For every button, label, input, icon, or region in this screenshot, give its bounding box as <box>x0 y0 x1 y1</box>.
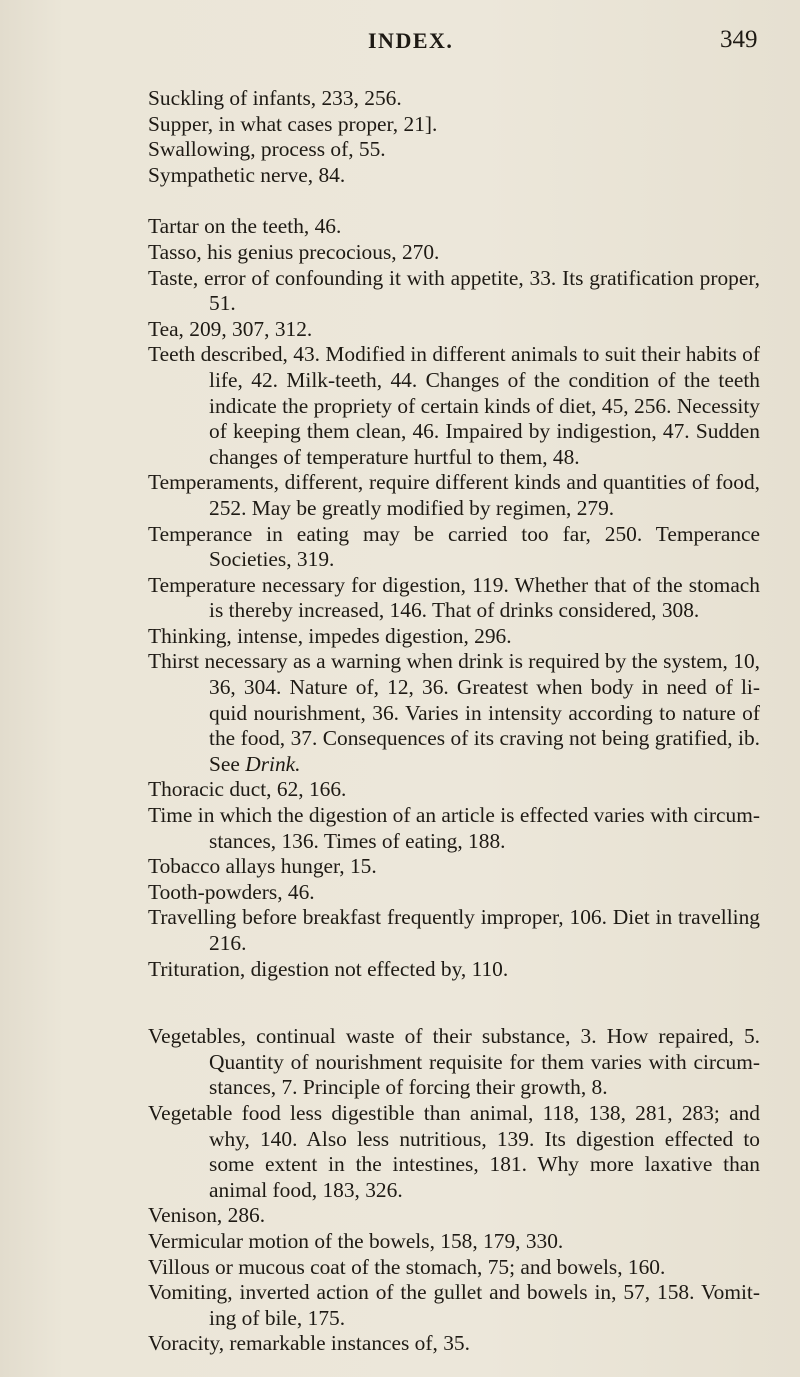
index-entry: Tobacco allays hunger, 15. <box>148 854 377 879</box>
section-divider <box>148 982 760 1024</box>
index-entry: Villous or mucous coat of the stomach, 75; and bowels, 160. <box>148 1254 666 1279</box>
index-entry: Sympathetic nerve, 84. <box>148 162 346 187</box>
running-header <box>0 28 800 58</box>
entry-text: Thirst necessary as a warning when drink is required by the system, 10, 36, 304. Nature of, 12, 36. Greatest when body in need of li-quid nourishment, 36. Varies in intensity according to nature of the food, 37. Consequences of its craving not being gratified, ib. See <box>148 649 760 776</box>
index-entry: Supper, in what cases proper, 21]. <box>148 111 438 136</box>
index-entry: Teeth described, 43. Modified in different animals to suit their habits of life, 42. Milk-teeth, 44. Changes of the condition of the teeth indicate the propriety of certain kinds of diet, 45, 256. Necessity of keeping them clean, 46. Impaired by indigestion, 47. Sudden changes of temperature hurtful to them, 48. <box>148 342 760 469</box>
index-entry: Tartar on the teeth, 46. <box>148 214 342 239</box>
see-also-link: Drink. <box>245 751 301 776</box>
index-entry: Temperaments, different, require different kinds and quantities of food, 252. May be greatly modified by regimen, 279. <box>148 470 760 520</box>
index-entry: Venison, 286. <box>148 1203 266 1228</box>
page-number: 349 <box>720 26 758 53</box>
index-entry: Vermicular motion of the bowels, 158, 179, 330. <box>148 1228 564 1253</box>
index-entry: Thoracic duct, 62, 166. <box>148 777 347 802</box>
index-entry: Vegetables, continual waste of their substance, 3. How repaired, 5. Quantity of nourishment requisite for them varies with circum-stances, 7. Principle of forcing their growth, 8. <box>148 1024 760 1100</box>
index-entry: Tea, 209, 307, 312. <box>148 316 313 341</box>
index-entry-thirst <box>148 649 760 777</box>
index-entry: Travelling before breakfast frequently improper, 106. Diet in travelling 216. <box>148 905 760 955</box>
index-entry: Tasso, his genius precocious, 270. <box>148 239 440 264</box>
index-entry: Time in which the digestion of an article is effected varies with circum-stances, 136. Times of eating, 188. <box>148 803 760 853</box>
page-title: INDEX. <box>368 28 454 53</box>
index-entry: Voracity, remarkable instances of, 35. <box>148 1331 470 1356</box>
index-entry: Thinking, intense, impedes digestion, 296. <box>148 623 512 648</box>
index-entry: Vomiting, inverted action of the gullet and bowels in, 57, 158. Vomit-ing of bile, 175. <box>148 1280 760 1330</box>
index-entry: Trituration, digestion not effected by, 110. <box>148 956 509 981</box>
index-entry: Vegetable food less digestible than animal, 118, 138, 281, 283; and why, 140. Also less nutritious, 139. Its digestion effected to some extent in the intestines, 181. Why more laxative than animal food, 183, 326. <box>148 1100 760 1202</box>
index-entries <box>148 86 760 1357</box>
index-entry: Temperance in eating may be carried too far, 250. Temperance Societies, 319. <box>148 521 760 572</box>
index-entry: Temperature necessary for digestion, 119. Whether that of the stomach is thereby increased, 146. That of drinks considered, 308. <box>148 572 760 623</box>
index-entry: Taste, error of confounding it with appetite, 33. Its gratification proper, 51. <box>148 265 760 316</box>
section-divider <box>148 188 760 214</box>
index-entry: Suckling of infants, 233, 256. <box>148 86 402 110</box>
index-entry: Swallowing, process of, 55. <box>148 137 386 162</box>
index-entry: Tooth-powders, 46. <box>148 879 315 904</box>
